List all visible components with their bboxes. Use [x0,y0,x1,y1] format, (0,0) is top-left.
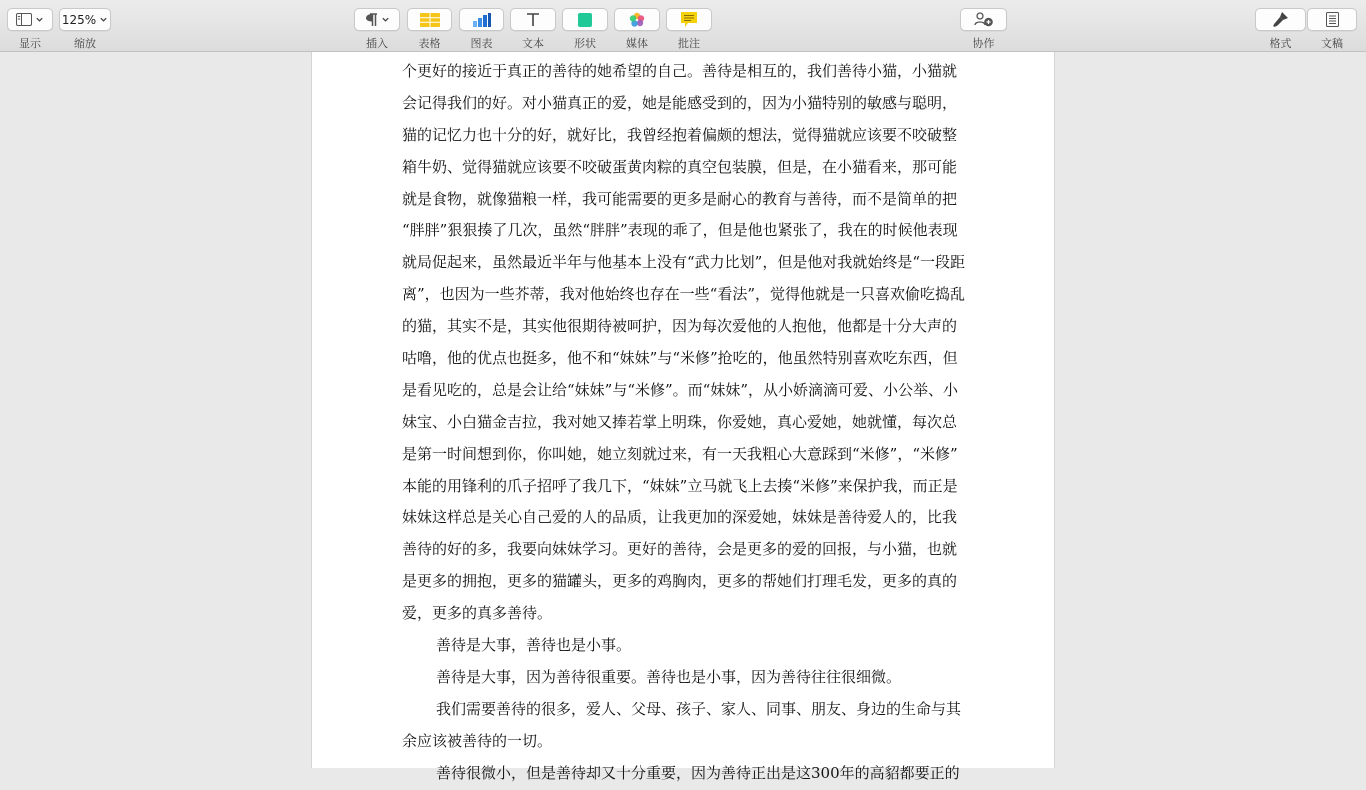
document-button[interactable] [1307,8,1357,31]
zoom-label: 缩放 [74,37,96,50]
document-control [1307,8,1357,51]
text-line: 咕噜，他的优点也挺多，他不和“妹妹”与“米修”抢吃的，他虽然特别喜欢吃东西，但 [402,349,958,368]
format-button[interactable] [1255,8,1306,31]
document-icon [1326,12,1339,27]
media-control [614,8,660,51]
collab-button[interactable] [960,8,1007,31]
media-label: 媒体 [626,37,648,50]
toolbar [0,0,1366,52]
text-line: 我们需要善待的很多，爱人、父母、孩子、家人、同事、朋友、身边的生命与其 [436,699,962,718]
insert-button[interactable] [354,8,400,31]
format-label: 格式 [1269,37,1292,50]
text-line: 本能的用锋利的爪子招呼了我几下，“妹妹”立马就飞上去揍“米修”来保护我，而正是 [402,476,958,495]
text-line: 是看见吃的，总是会让给“妹妹”与“米修”。而“妹妹”，从小娇滴滴可爱、小公举、小 [402,380,959,399]
paintbrush-icon [1273,12,1289,27]
text-line: 猫的记忆力也十分的好，就好比，我曾经抱着偏颇的想法，觉得猫就应该要不咬破整 [402,125,958,144]
text-button[interactable] [510,8,556,31]
collaborate-icon [974,12,994,27]
comment-label: 批注 [678,37,700,50]
paragraph-icon [365,13,378,27]
chart-button[interactable] [459,8,504,31]
sidebar-view-icon [16,13,32,26]
text-control [510,8,556,51]
text-line: 会记得我们的好。对小猫真正的爱，她是能感受到的，因为小猫特别的敏感与聪明， [402,93,958,112]
text-line: 箱牛奶、觉得猫就应该要不咬破蛋黄肉粽的真空包装膜，但是，在小猫看来，那可能 [402,157,958,176]
text-line: 是更多的拥抱，更多的猫罐头，更多的鸡胸肉，更多的帮她们打理毛发，更多的真的 [402,572,958,591]
text-label: 文本 [522,37,544,50]
text-line: 善待的好的多，我要向妹妹学习。更好的善待，会是更多的爱的回报，与小猫，也就 [402,540,958,559]
collab-control [960,8,1007,51]
chart-label: 图表 [470,37,493,50]
format-control [1255,8,1306,51]
chevron-down-icon [381,15,390,24]
shape-button[interactable] [562,8,608,31]
text-line: 是第一时间想到你，你叫她，她立刻就过来，有一天我粗心大意踩到“米修”，“米修” [402,444,958,463]
text-line: “胖胖”狠狠揍了几次，虽然“胖胖”表现的乖了，但是他也紧张了，我在的时候他表现 [402,221,958,240]
text-line: 的猫，其实不是，其实他很期待被呵护，因为每次爱他的人抱他，他都是十分大声的 [402,317,958,336]
insert-label: 插入 [366,37,388,50]
document-label: 文稿 [1321,37,1343,50]
text-line: 离”，也因为一些芥蒂，我对他始终也存在一些“看法”，觉得他就是一只喜欢偷吃捣乱 [402,285,966,304]
collab-label: 协作 [972,37,995,50]
view-label: 显示 [19,37,41,50]
text-box-icon [526,13,540,27]
comment-button[interactable] [666,8,712,31]
text-line: 善待很微小，但是善待却又十分重要，因为善待正出是这300年的高貂都要正的 [436,763,960,782]
zoom-select[interactable] [59,8,111,31]
chevron-down-icon [99,15,108,24]
chart-icon [473,13,491,27]
text-line: 个更好的接近于真正的善待的她希望的自己。善待是相互的，我们善待小猫，小猫就 [402,62,958,80]
text-line: 爱，更多的真多善待。 [402,604,553,623]
document-page[interactable] [311,52,1055,782]
text-line: 就是食物，就像猫粮一样，我可能需要的更多是耐心的教育与善待，而不是简单的把 [402,189,958,208]
document-canvas[interactable] [0,52,1366,782]
table-icon [420,13,440,27]
media-button[interactable] [614,8,660,31]
comment-control [666,8,712,51]
text-line: 妹宝、小白猫金吉拉，我对她又捧若掌上明珠，你爱她，真心爱她，她就懂，每次总 [402,412,958,431]
shape-icon [578,13,592,27]
zoom-control [59,8,111,51]
insert-control [354,8,400,51]
view-button[interactable] [7,8,53,31]
table-control [407,8,452,51]
text-line: 善待是大事，善待也是小事。 [436,636,632,655]
view-control [7,8,53,51]
zoom-value: 125% [61,12,97,27]
document-body[interactable] [402,56,972,789]
photos-icon [629,12,645,28]
text-line: 余应该被善待的一切。 [402,731,553,750]
table-label: 表格 [418,37,441,50]
text-line: 善待是大事，因为善待很重要。善待也是小事，因为善待往往很细微。 [436,667,902,686]
comment-icon [681,12,697,27]
table-button[interactable] [407,8,452,31]
shape-label: 形状 [574,37,596,50]
text-line: 就局促起来，虽然最近半年与他基本上没有“武力比划”，但是他对我就始终是“一段距 [402,253,966,272]
chevron-down-icon [35,15,44,24]
chart-control [459,8,504,51]
shape-control [562,8,608,51]
text-line: 妹妹这样总是关心自己爱的人的品质，让我更加的深爱她，妹妹是善待爱人的，比我 [402,508,958,527]
